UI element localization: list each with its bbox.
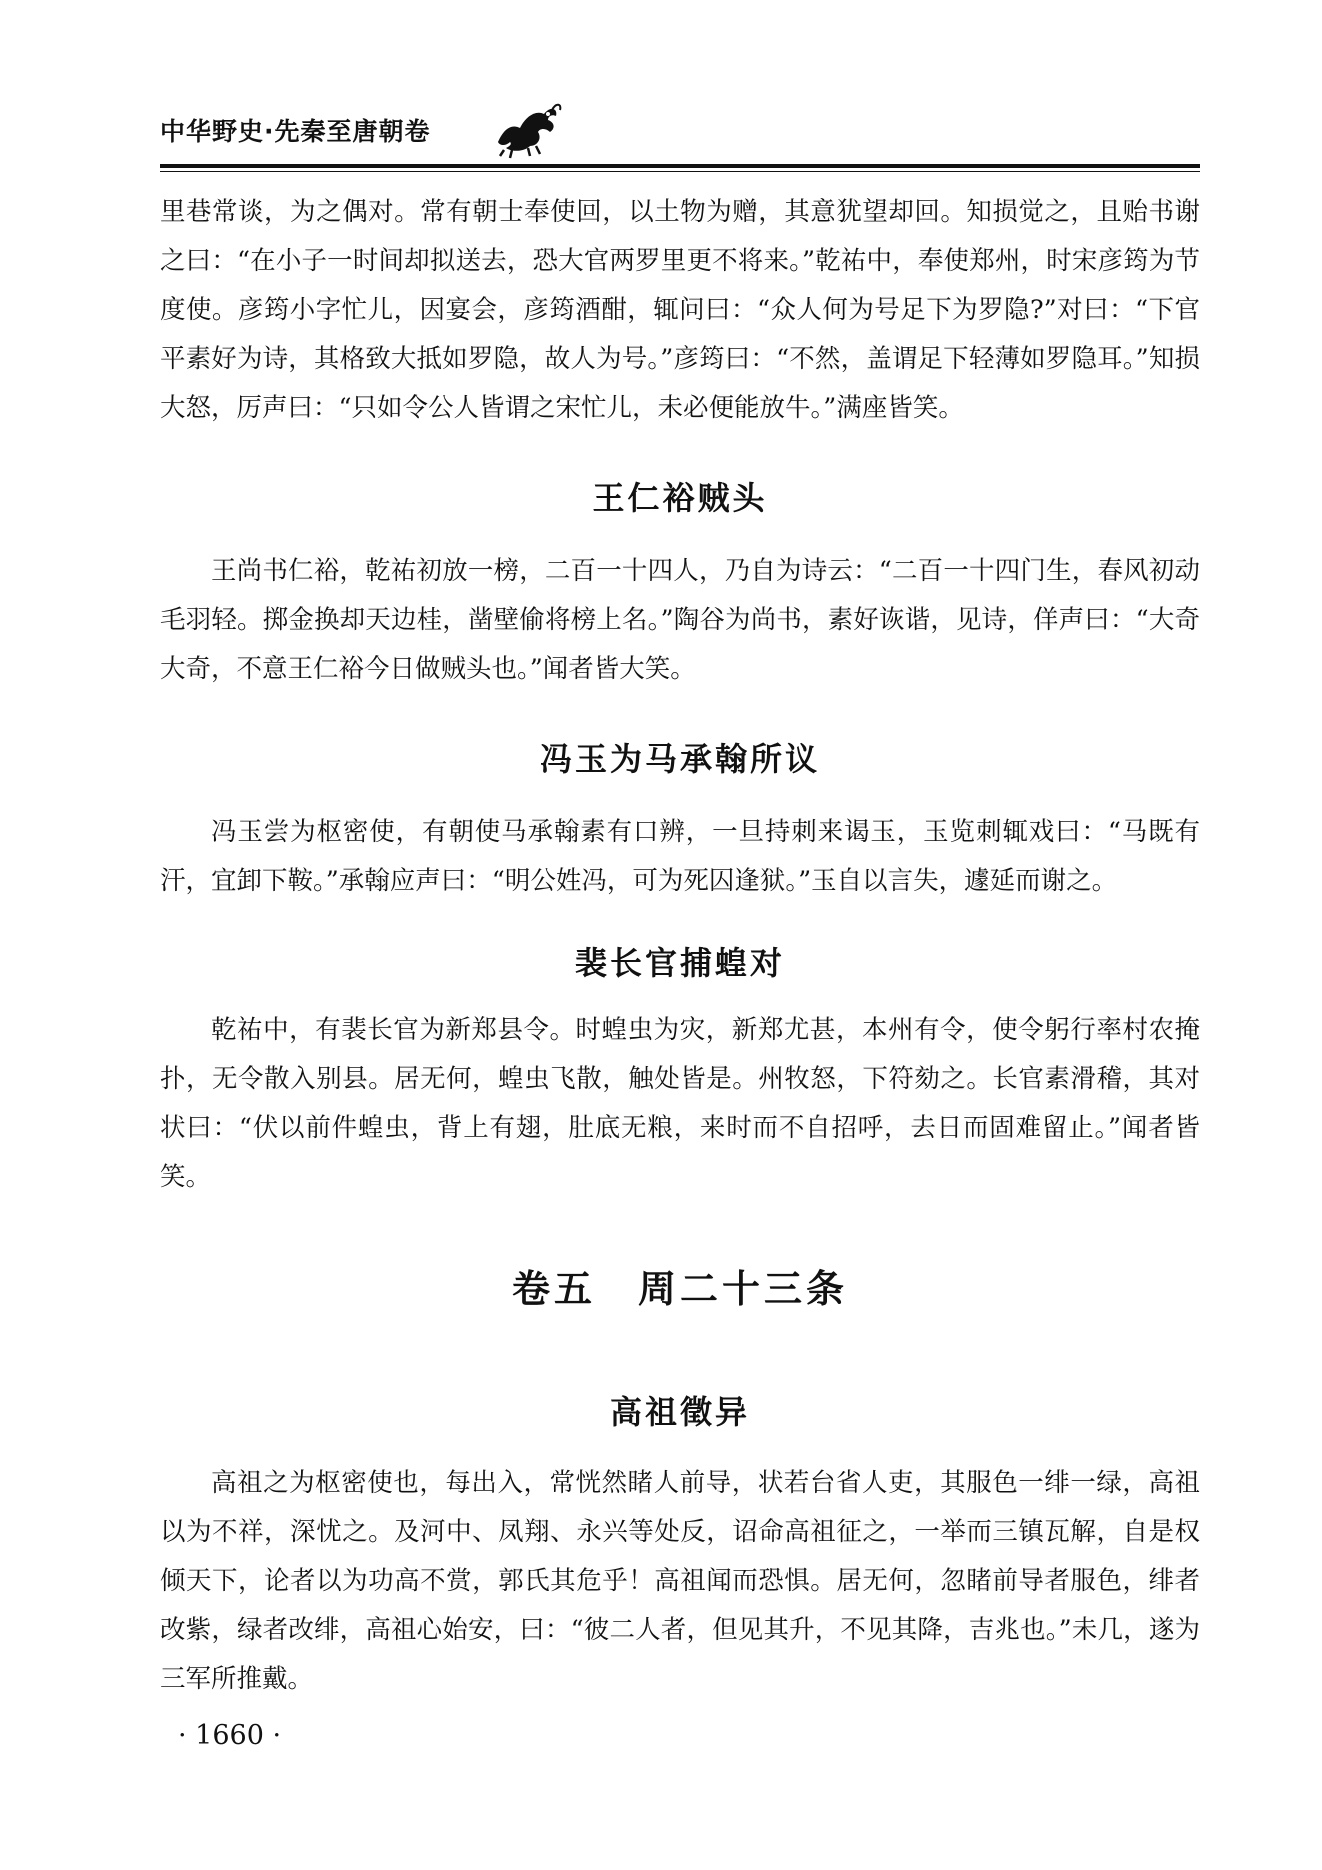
section-title: 高祖徵异 [609, 1393, 750, 1431]
section-text: 乾祐中，有裴长官为新郑县令。时蝗虫为灾，新郑尤甚，本州有令，使令躬行率村农掩扑，无令散入别县。居无何，蝗虫飞散，触处皆是。州牧怒，下符劾之。长官素滑稽，其对状曰：“伏以前件蝗虫，背上有翅，肚底无粮，来时而不自招呼，去日而固难留止。”闻者皆笑。 [160, 1015, 1200, 1192]
section-title: 冯玉为马承翰所议 [539, 740, 820, 778]
book-title: 中华野史·先秦至唐朝卷 [160, 117, 431, 146]
chapter-title: 卷五 周二十三条 [511, 1267, 848, 1311]
running-header [160, 112, 1200, 192]
section-title: 裴长官捕蝗对 [574, 944, 785, 982]
header-rule [160, 164, 1200, 168]
section-text: 王尚书仁裕，乾祐初放一榜，二百一十四人，乃自为诗云：“二百一十四门生，春风初动毛羽轻。掷金换却天边桂，凿壁偷将榜上名。”陶谷为尚书，素好诙谐，见诗，佯声曰：“大奇大奇，不意王仁裕今日做贼头也。”闻者皆大笑。 [160, 556, 1200, 684]
section-text: 高祖之为枢密使也，每出入，常恍然睹人前导，状若台省人吏，其服色一绯一绿，高祖以为不祥，深忧之。及河中、凤翔、永兴等处反，诏命高祖征之，一举而三镇瓦解，自是权倾天下，论者以为功高不赏，郭氏其危乎！高祖闻而恐惧。居无何，忽睹前导者服色，绯者改紫，绿者改绯，高祖心始安，曰：“彼二人者，但见其升，不见其降，吉兆也。”未几，遂为三军所推戴。 [160, 1468, 1200, 1694]
intro-paragraph: 里巷常谈，为之偶对。常有朝士奉使回，以土物为赠，其意犹望却回。知损觉之，且贻书谢之曰：“在小子一时间却拟送去，恐大官两罗里更不将来。”乾祐中，奉使郑州，时宋彦筠为节度使。彦筠小字忙儿，因宴会，彦筠酒酣，辄问曰：“众人何为号足下为罗隐?”对曰：“下官平素好为诗，其格致大抵如罗隐，故人为号。”彦筠曰：“不然，盖谓足下轻薄如罗隐耳。”知损大怒，厉声曰：“只如令公人皆谓之宋忙儿，未必便能放牛。”满座皆笑。 [160, 197, 1200, 423]
section-title: 王仁裕贼头 [592, 479, 768, 517]
header-rule-thin [160, 171, 1200, 172]
dragon-icon [490, 98, 564, 160]
section-text: 冯玉尝为枢密使，有朝使马承翰素有口辨，一旦持刺来谒玉，玉览刺辄戏曰：“马既有汗，宜卸下鞍。”承翰应声曰：“明公姓冯，可为死囚逢狱。”玉自以言失，遽延而谢之。 [160, 817, 1200, 896]
page-body [160, 188, 1200, 1704]
page-number: · 1660 · [178, 1720, 282, 1751]
